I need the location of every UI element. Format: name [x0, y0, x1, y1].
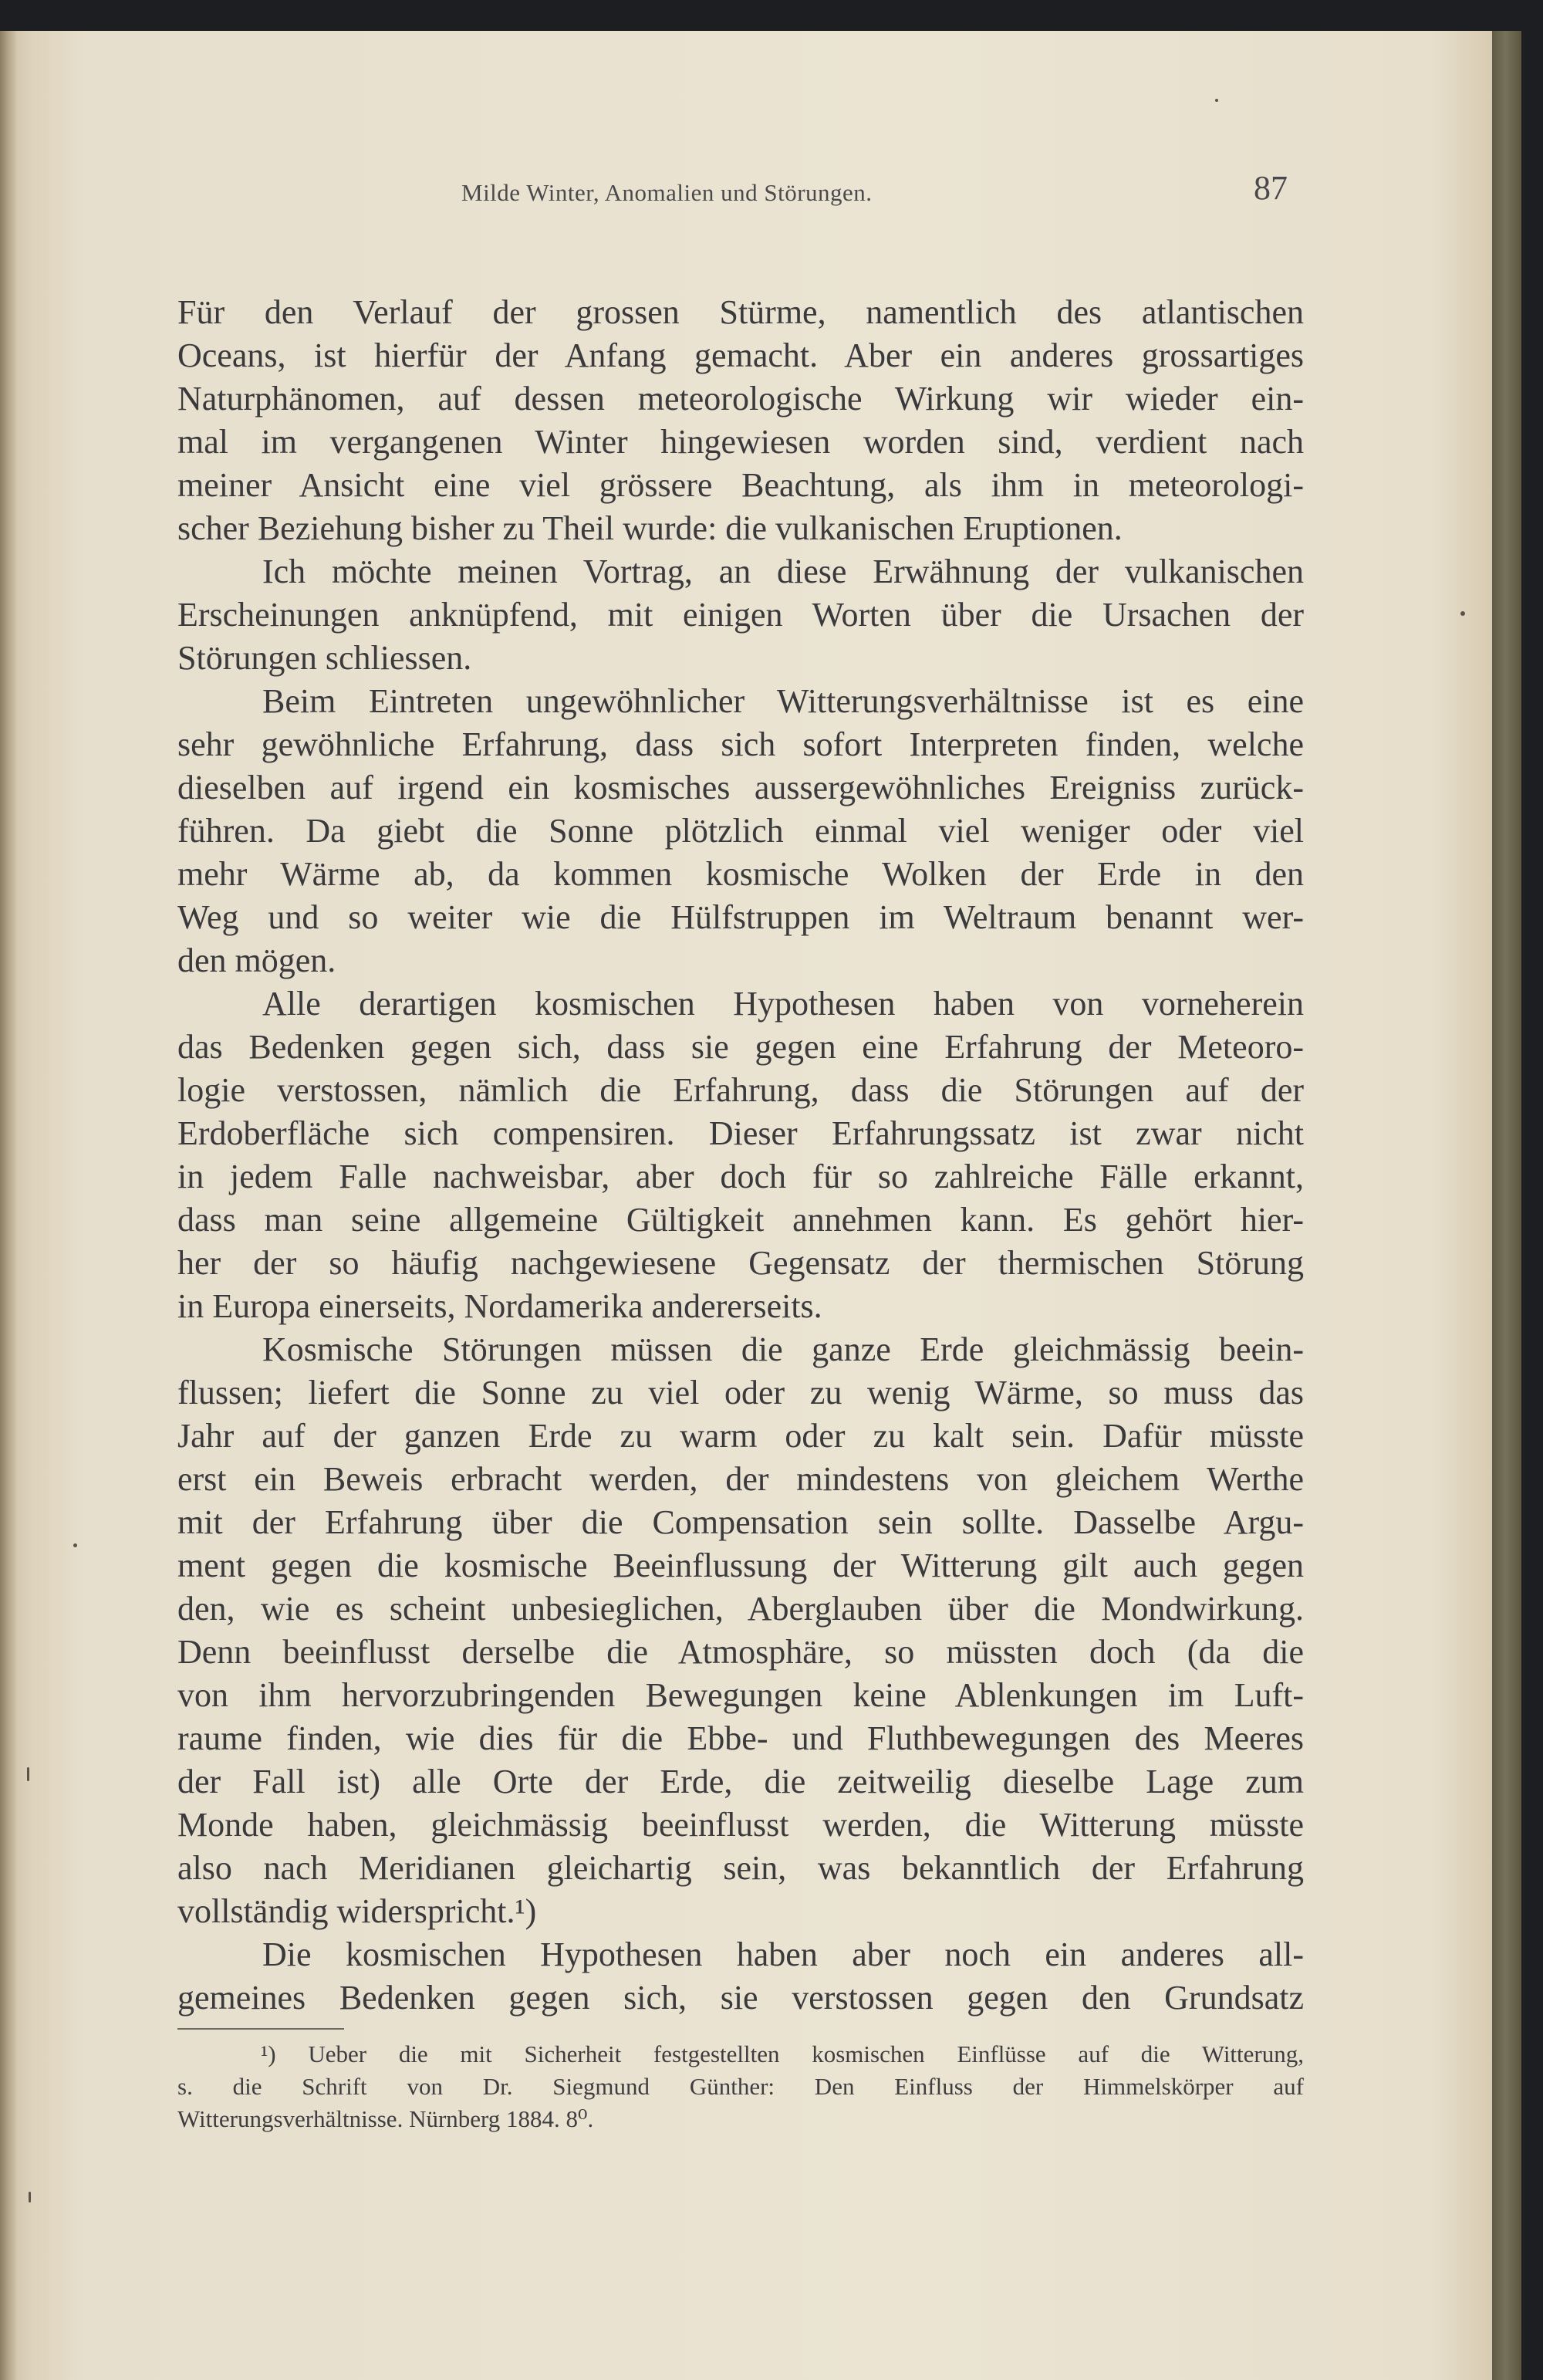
text-line: das Bedenken gegen sich, dass sie gegen eine Erfahrung der Meteoro- [177, 1028, 1304, 1066]
text-line: flussen; liefert die Sonne zu viel oder zu wenig Wärme, so muss das [177, 1374, 1304, 1411]
text-line: Denn beeinflusst derselbe die Atmosphäre, so müssten doch (da die [177, 1633, 1304, 1671]
text-line: Erscheinungen anknüpfend, mit einigen Worten über die Ursachen der [177, 596, 1304, 634]
paper-speck [1215, 99, 1218, 102]
text-line: Monde haben, gleichmässig beeinflusst werden, die Witterung müsste [177, 1806, 1304, 1844]
text-line: Erdoberfläche sich compensiren. Dieser Erfahrungssatz ist zwar nicht [177, 1114, 1304, 1152]
text-line: raume finden, wie dies für die Ebbe- und Fluthbewegungen des Meeres [177, 1719, 1304, 1757]
footnote-line: ¹) Ueber die mit Sicherheit festgestellten kosmischen Einflüsse auf die Witterung, [261, 2040, 1304, 2067]
text-line: Oceans, ist hierfür der Anfang gemacht. Aber ein anderes grossartiges [177, 336, 1304, 374]
footnote-line: Witterungsverhältnisse. Nürnberg 1884. 8⁰. [177, 2105, 594, 2132]
text-line: führen. Da giebt die Sonne plötzlich einmal viel weniger oder viel [177, 812, 1304, 850]
text-line: Naturphänomen, auf dessen meteorologische Wirkung wir wieder ein- [177, 380, 1304, 418]
page-number: 87 [1254, 169, 1288, 207]
text-line: also nach Meridianen gleichartig sein, was bekanntlich der Erfahrung [177, 1849, 1304, 1887]
text-line: Alle derartigen kosmischen Hypothesen haben von vorneherein [262, 985, 1304, 1023]
text-line: von ihm hervorzubringenden Bewegungen keine Ablenkungen im Luft- [177, 1676, 1304, 1714]
text-line: dieselben auf irgend ein kosmisches aussergewöhnliches Ereigniss zurück- [177, 769, 1304, 806]
paper-speck [73, 1543, 77, 1547]
text-line: ment gegen die kosmische Beeinflussung der Witterung gilt auch gegen [177, 1547, 1304, 1584]
text-line: mit der Erfahrung über die Compensation sein sollte. Dasselbe Argu- [177, 1503, 1304, 1541]
text-line: Kosmische Störungen müssen die ganze Erde gleichmässig beein- [262, 1330, 1304, 1368]
page-gutter-shadow [0, 31, 17, 2380]
paper-speck [1460, 611, 1465, 616]
text-line: Beim Eintreten ungewöhnlicher Witterungsverhältnisse ist es eine [262, 682, 1304, 720]
text-line: vollständig widerspricht.¹) [177, 1892, 537, 1930]
book-page [0, 31, 1521, 2380]
text-line: Weg und so weiter wie die Hülfstruppen im Weltraum benannt wer- [177, 898, 1304, 936]
text-line: in Europa einerseits, Nordamerika andererseits. [177, 1287, 822, 1325]
text-line: den, wie es scheint unbesieglichen, Aberglauben über die Mondwirkung. [177, 1590, 1304, 1628]
text-line: mal im vergangenen Winter hingewiesen worden sind, verdient nach [177, 423, 1304, 461]
text-line: meiner Ansicht eine viel grössere Beachtung, als ihm in meteorologi- [177, 466, 1304, 504]
text-line: dass man seine allgemeine Gültigkeit annehmen kann. Es gehört hier- [177, 1201, 1304, 1239]
text-line: in jedem Falle nachweisbar, aber doch für so zahlreiche Fälle erkannt, [177, 1158, 1304, 1195]
text-line: sehr gewöhnliche Erfahrung, dass sich sofort Interpreten finden, welche [177, 725, 1304, 763]
text-line: Die kosmischen Hypothesen haben aber noch ein anderes all- [262, 1935, 1304, 1973]
paper-speck [29, 2192, 31, 2203]
book-binding-edge [1492, 31, 1521, 2380]
text-line: scher Beziehung bisher zu Theil wurde: die vulkanischen Eruptionen. [177, 509, 1123, 547]
running-title: Milde Winter, Anomalien und Störungen. [461, 179, 873, 206]
text-line: Jahr auf der ganzen Erde zu warm oder zu kalt sein. Dafür müsste [177, 1417, 1304, 1455]
text-line: gemeines Bedenken gegen sich, sie verstossen gegen den Grundsatz [177, 1979, 1304, 2017]
text-line: mehr Wärme ab, da kommen kosmische Wolken der Erde in den [177, 855, 1304, 893]
text-line: logie verstossen, nämlich die Erfahrung, dass die Störungen auf der [177, 1071, 1304, 1109]
text-line: erst ein Beweis erbracht werden, der mindestens von gleichem Werthe [177, 1460, 1304, 1498]
footnote-line: s. die Schrift von Dr. Siegmund Günther: Den Einfluss der Himmelskörper auf [177, 2073, 1304, 2100]
footnote-separator [177, 2028, 344, 2030]
text-line: der Fall ist) alle Orte der Erde, die zeitweilig dieselbe Lage zum [177, 1763, 1304, 1800]
paper-speck [27, 1767, 29, 1781]
text-line: Ich möchte meinen Vortrag, an diese Erwähnung der vulkanischen [262, 553, 1304, 590]
text-line: Störungen schliessen. [177, 639, 472, 677]
text-line: Für den Verlauf der grossen Stürme, namentlich des atlantischen [177, 293, 1304, 331]
text-line: her der so häufig nachgewiesene Gegensatz der thermischen Störung [177, 1244, 1304, 1282]
text-line: den mögen. [177, 942, 336, 979]
